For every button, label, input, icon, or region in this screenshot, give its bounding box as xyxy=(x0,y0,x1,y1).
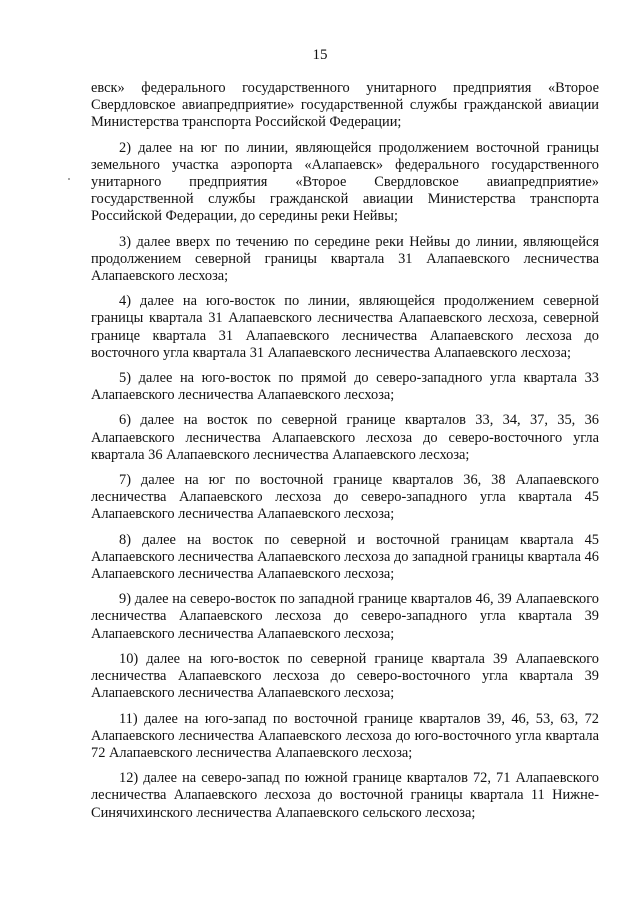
page-number: 15 xyxy=(312,47,328,63)
paragraph: 9) далее на северо-восток по западной границе кварталов 46, 39 Алапаевского лесничества Алапаевского лесхоза до северо-западного угла квартала 39 Алапаевского лесничества Алапаевского лесхоза; xyxy=(91,591,599,642)
paragraph: 11) далее на юго-запад по восточной границе кварталов 39, 46, 53, 63, 72 Алапаевского лесничества Алапаевского лесхоза до юго-восточного угла квартала 72 Алапаевского лесничества Алапаевского лесхоза; xyxy=(91,710,599,761)
paragraph: 10) далее на юго-восток по северной границе квартала 39 Алапаевского лесничества Алапаевского лесхоза до северо-восточного угла квартала 39 Алапаевского лесничества Алапаевского лесхоза; xyxy=(91,650,599,702)
paragraph: 8) далее на восток по северной и восточной границам квартала 45 Алапаевского лесничества Алапаевского лесхоза до западной границы квартала 46 Алапаевского лесничества Алапаевского лесхоза; xyxy=(91,531,599,583)
scan-speck xyxy=(68,178,70,180)
document-body xyxy=(91,80,599,830)
paragraph: 7) далее на юг по восточной границе кварталов 36, 38 Алапаевского лесничества Алапаевского лесхоза до северо-западного угла квартала 45 Алапаевского лесничества Алапаевского лесхоза; xyxy=(91,472,599,523)
paragraph: 12) далее на северо-запад по южной границе кварталов 72, 71 Алапаевского лесничества Алапаевского лесхоза до восточной границы квартала 11 Нижне-Синячихинского лесничества Алапаевского сельского лесхоза; xyxy=(91,770,599,821)
paragraph: 6) далее на восток по северной границе кварталов 33, 34, 37, 35, 36 Алапаевского лесничества Алапаевского лесхоза до северо-восточного угла квартала 36 Алапаевского лесничества Алапаевского лесхоза; xyxy=(91,412,599,463)
paragraph: 4) далее на юго-восток по линии, являющейся продолжением северной границы квартала 31 Алапаевского лесничества Алапаевского лесхоза, северной границе квартала 31 Алапаевского лесничества Алапаевского лесхоза до восточного угла квартала 31 Алапаевского лесничества Алапаевского лесхоза; xyxy=(91,293,599,361)
paragraph: 2) далее на юг по линии, являющейся продолжением восточной границы земельного участка аэропорта «Алапаевск» федерального государственного унитарного предприятия «Второе Свердловское авиапредприятие» государственной службы гражданской авиации Министерства транспорта Российской Федерации, до середины реки Нейвы; xyxy=(91,139,599,225)
paragraph: 5) далее на юго-восток по прямой до северо-западного угла квартала 33 Алапаевского лесничества Алапаевского лесхоза; xyxy=(91,370,599,404)
paragraph: 3) далее вверх по течению по середине реки Нейвы до линии, являющейся продолжением северной границы квартала 31 Алапаевского лесничества Алапаевского лесхоза; xyxy=(91,233,599,285)
paragraph: евск» федерального государственного унитарного предприятия «Второе Свердловское авиапредприятие» государственной службы гражданской авиации Министерства транспорта Российской Федерации; xyxy=(91,80,599,131)
